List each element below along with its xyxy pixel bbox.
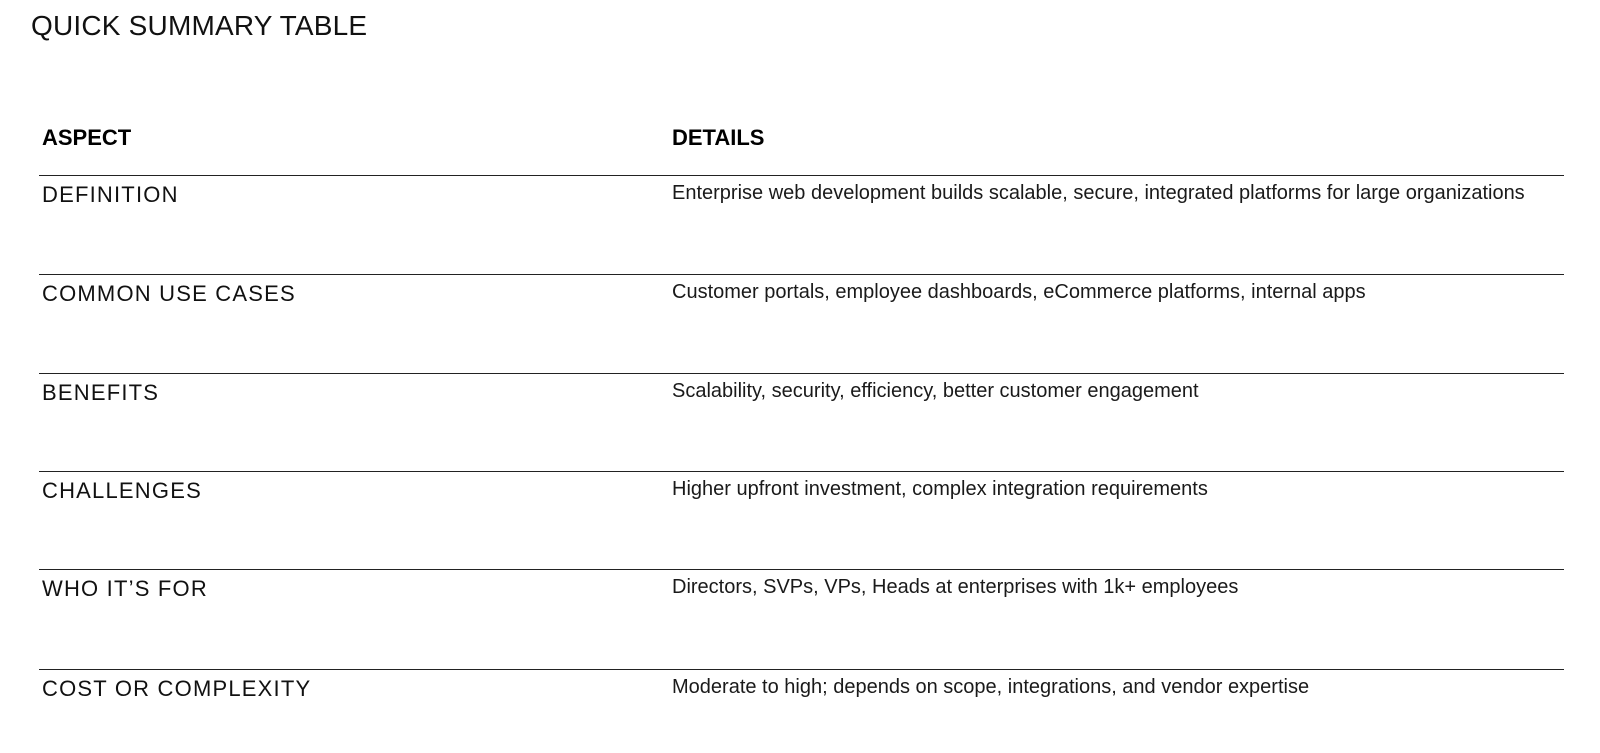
details-cell: Enterprise web development builds scalable, secure, integrated platforms for large organizations <box>669 176 1564 275</box>
details-cell: Customer portals, employee dashboards, eCommerce platforms, internal apps <box>669 275 1564 374</box>
table-header-row <box>39 118 1564 176</box>
aspect-cell: COMMON USE CASES <box>39 275 669 374</box>
table-row <box>39 374 1564 472</box>
table-body <box>39 176 1564 747</box>
details-cell: Higher upfront investment, complex integration requirements <box>669 472 1564 570</box>
details-cell: Directors, SVPs, VPs, Heads at enterprises with 1k+ employees <box>669 570 1564 670</box>
table-row <box>39 472 1564 570</box>
table-row <box>39 275 1564 374</box>
table-row <box>39 670 1564 747</box>
aspect-cell: BENEFITS <box>39 374 669 472</box>
table-row <box>39 176 1564 275</box>
aspect-cell: COST OR COMPLEXITY <box>42 676 312 701</box>
column-header-aspect: ASPECT <box>39 118 669 176</box>
aspect-cell: WHO IT’S FOR <box>39 570 669 670</box>
details-cell: Scalability, security, efficiency, better customer engagement <box>669 374 1564 472</box>
summary-table <box>39 118 1564 746</box>
table-row <box>39 570 1564 670</box>
page-title: QUICK SUMMARY TABLE <box>31 10 368 41</box>
details-cell: Moderate to high; depends on scope, integrations, and vendor expertise <box>672 676 1310 698</box>
aspect-cell: CHALLENGES <box>39 472 669 570</box>
aspect-cell: DEFINITION <box>39 176 669 275</box>
column-header-details: DETAILS <box>669 118 1564 176</box>
table-header <box>39 118 1564 176</box>
